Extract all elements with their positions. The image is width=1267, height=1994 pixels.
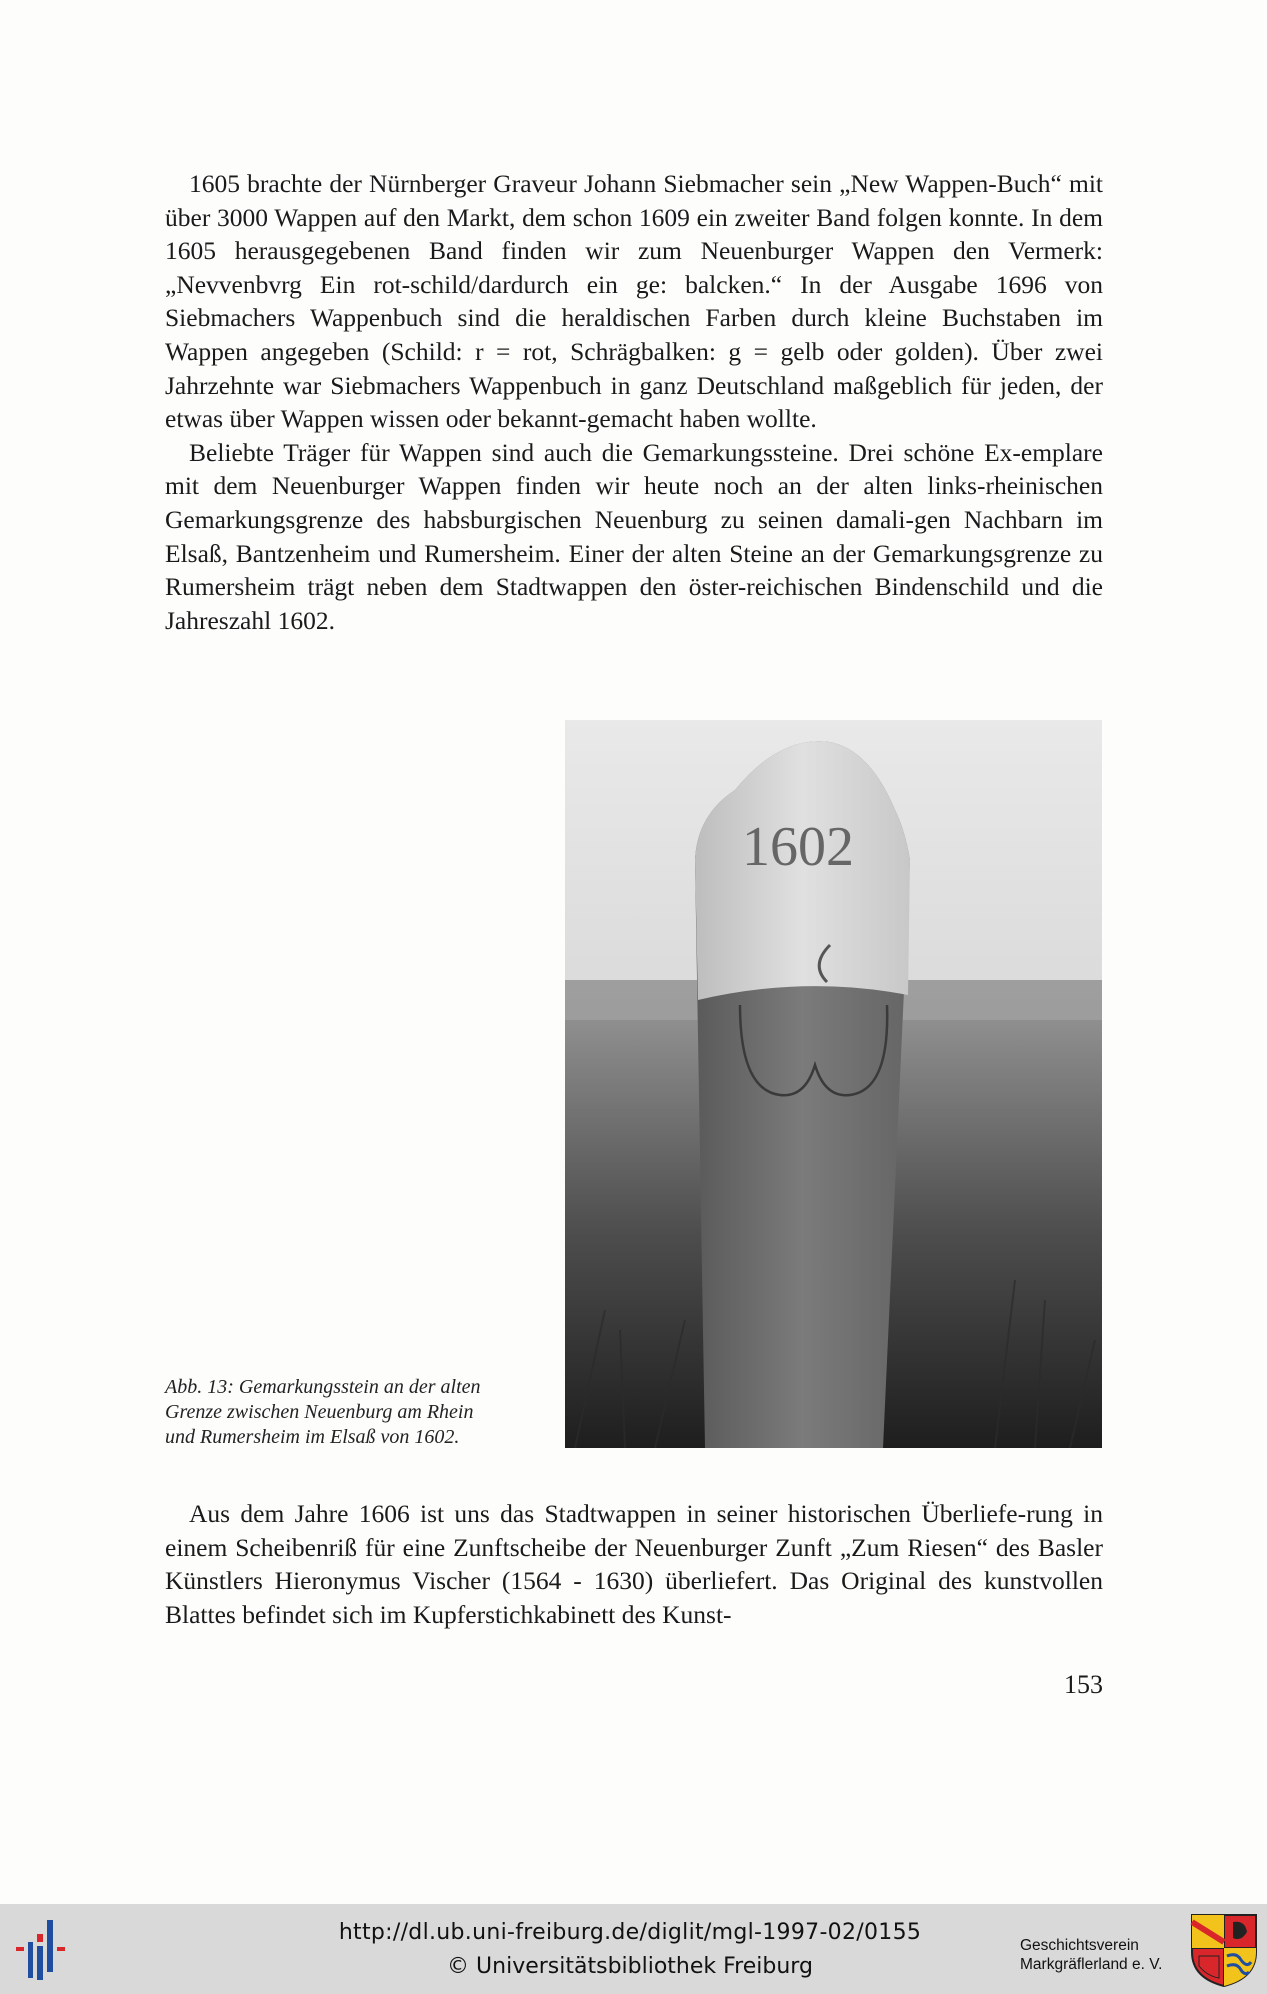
caption-line: Grenze zwischen Neuenburg am Rhein	[165, 1401, 474, 1423]
page-number: 153	[1064, 1670, 1103, 1699]
carved-year: 1602	[742, 816, 854, 878]
permalink-url[interactable]: http://dl.ub.uni-freiburg.de/diglit/mgl-1997-02/0155	[338, 1920, 922, 1945]
caption-line: und Rumersheim im Elsaß von 1602.	[165, 1426, 460, 1448]
paragraph-siebmacher: 1605 brachte der Nürnberger Graveur Johann Siebmacher sein „New Wappen-Buch“ mit über 3000 Wappen auf den Markt, dem schon 1609 ein zweiter Band folgen konnte. In dem 1605 herausgegebenen Band finden wir zum Neuenburger Wappen den Vermerk: „Nevvenbvrg Ein rot-schild/dardurch ein ge: balcken.“ In der Ausgabe 1696 von Siebmachers Wappenbuch sind die heraldischen Farben durch kleine Buchstaben im Wappen angegeben (Schild: r = rot, Schrägbalken: g = gelb oder golden). Über zwei Jahrzehnte war Siebmachers Wappenbuch in ganz Deutschland maßgeblich für jeden, der etwas über Wappen wissen oder bekannt-gemacht haben wollte.	[165, 169, 1103, 434]
body-text-bottom	[165, 1497, 1103, 1631]
boundary-stone-photo	[565, 720, 1102, 1448]
society-line: Markgräflerland e. V.	[1020, 1956, 1163, 1973]
society-line: Geschichtsverein	[1020, 1937, 1139, 1954]
coat-of-arms-icon	[1189, 1912, 1259, 1988]
copyright-notice: © Universitätsbibliothek Freiburg	[447, 1954, 813, 1979]
library-footer	[0, 1904, 1267, 1994]
figure-boundary-stone-photo	[565, 720, 1102, 1448]
paragraph-gemarkungssteine: Beliebte Träger für Wappen sind auch die Gemarkungssteine. Drei schöne Ex-emplare mit dem Neuenburger Wappen finden wir heute noch an der alten links-rheinischen Gemarkungsgrenze des habsburgischen Neuenburg zu seinen damali-gen Nachbarn im Elsaß, Bantzenheim und Rumersheim. Einer der alten Steine an der Gemarkungsgrenze zu Rumersheim trägt neben dem Stadtwappen den öster-reichischen Bindenschild und die Jahreszahl 1602.	[165, 437, 1103, 635]
ub-freiburg-logo-icon[interactable]	[14, 1916, 84, 1982]
society-name	[1020, 1936, 1185, 1974]
paragraph-scheibenriss: Aus dem Jahre 1606 ist uns das Stadtwappen in seiner historischen Überliefe-rung in einem Scheibenriß für eine Zunftscheibe der Neuenburger Zunft „Zum Riesen“ des Basler Künstlers Hieronymus Vischer (1564 - 1630) überliefert. Das Original des kunstvollen Blattes befindet sich im Kupferstichkabinett des Kunst-	[165, 1499, 1103, 1629]
body-text-top	[165, 167, 1103, 637]
figure-caption	[165, 1375, 545, 1450]
caption-line: Abb. 13: Gemarkungsstein an der alten	[165, 1376, 481, 1398]
